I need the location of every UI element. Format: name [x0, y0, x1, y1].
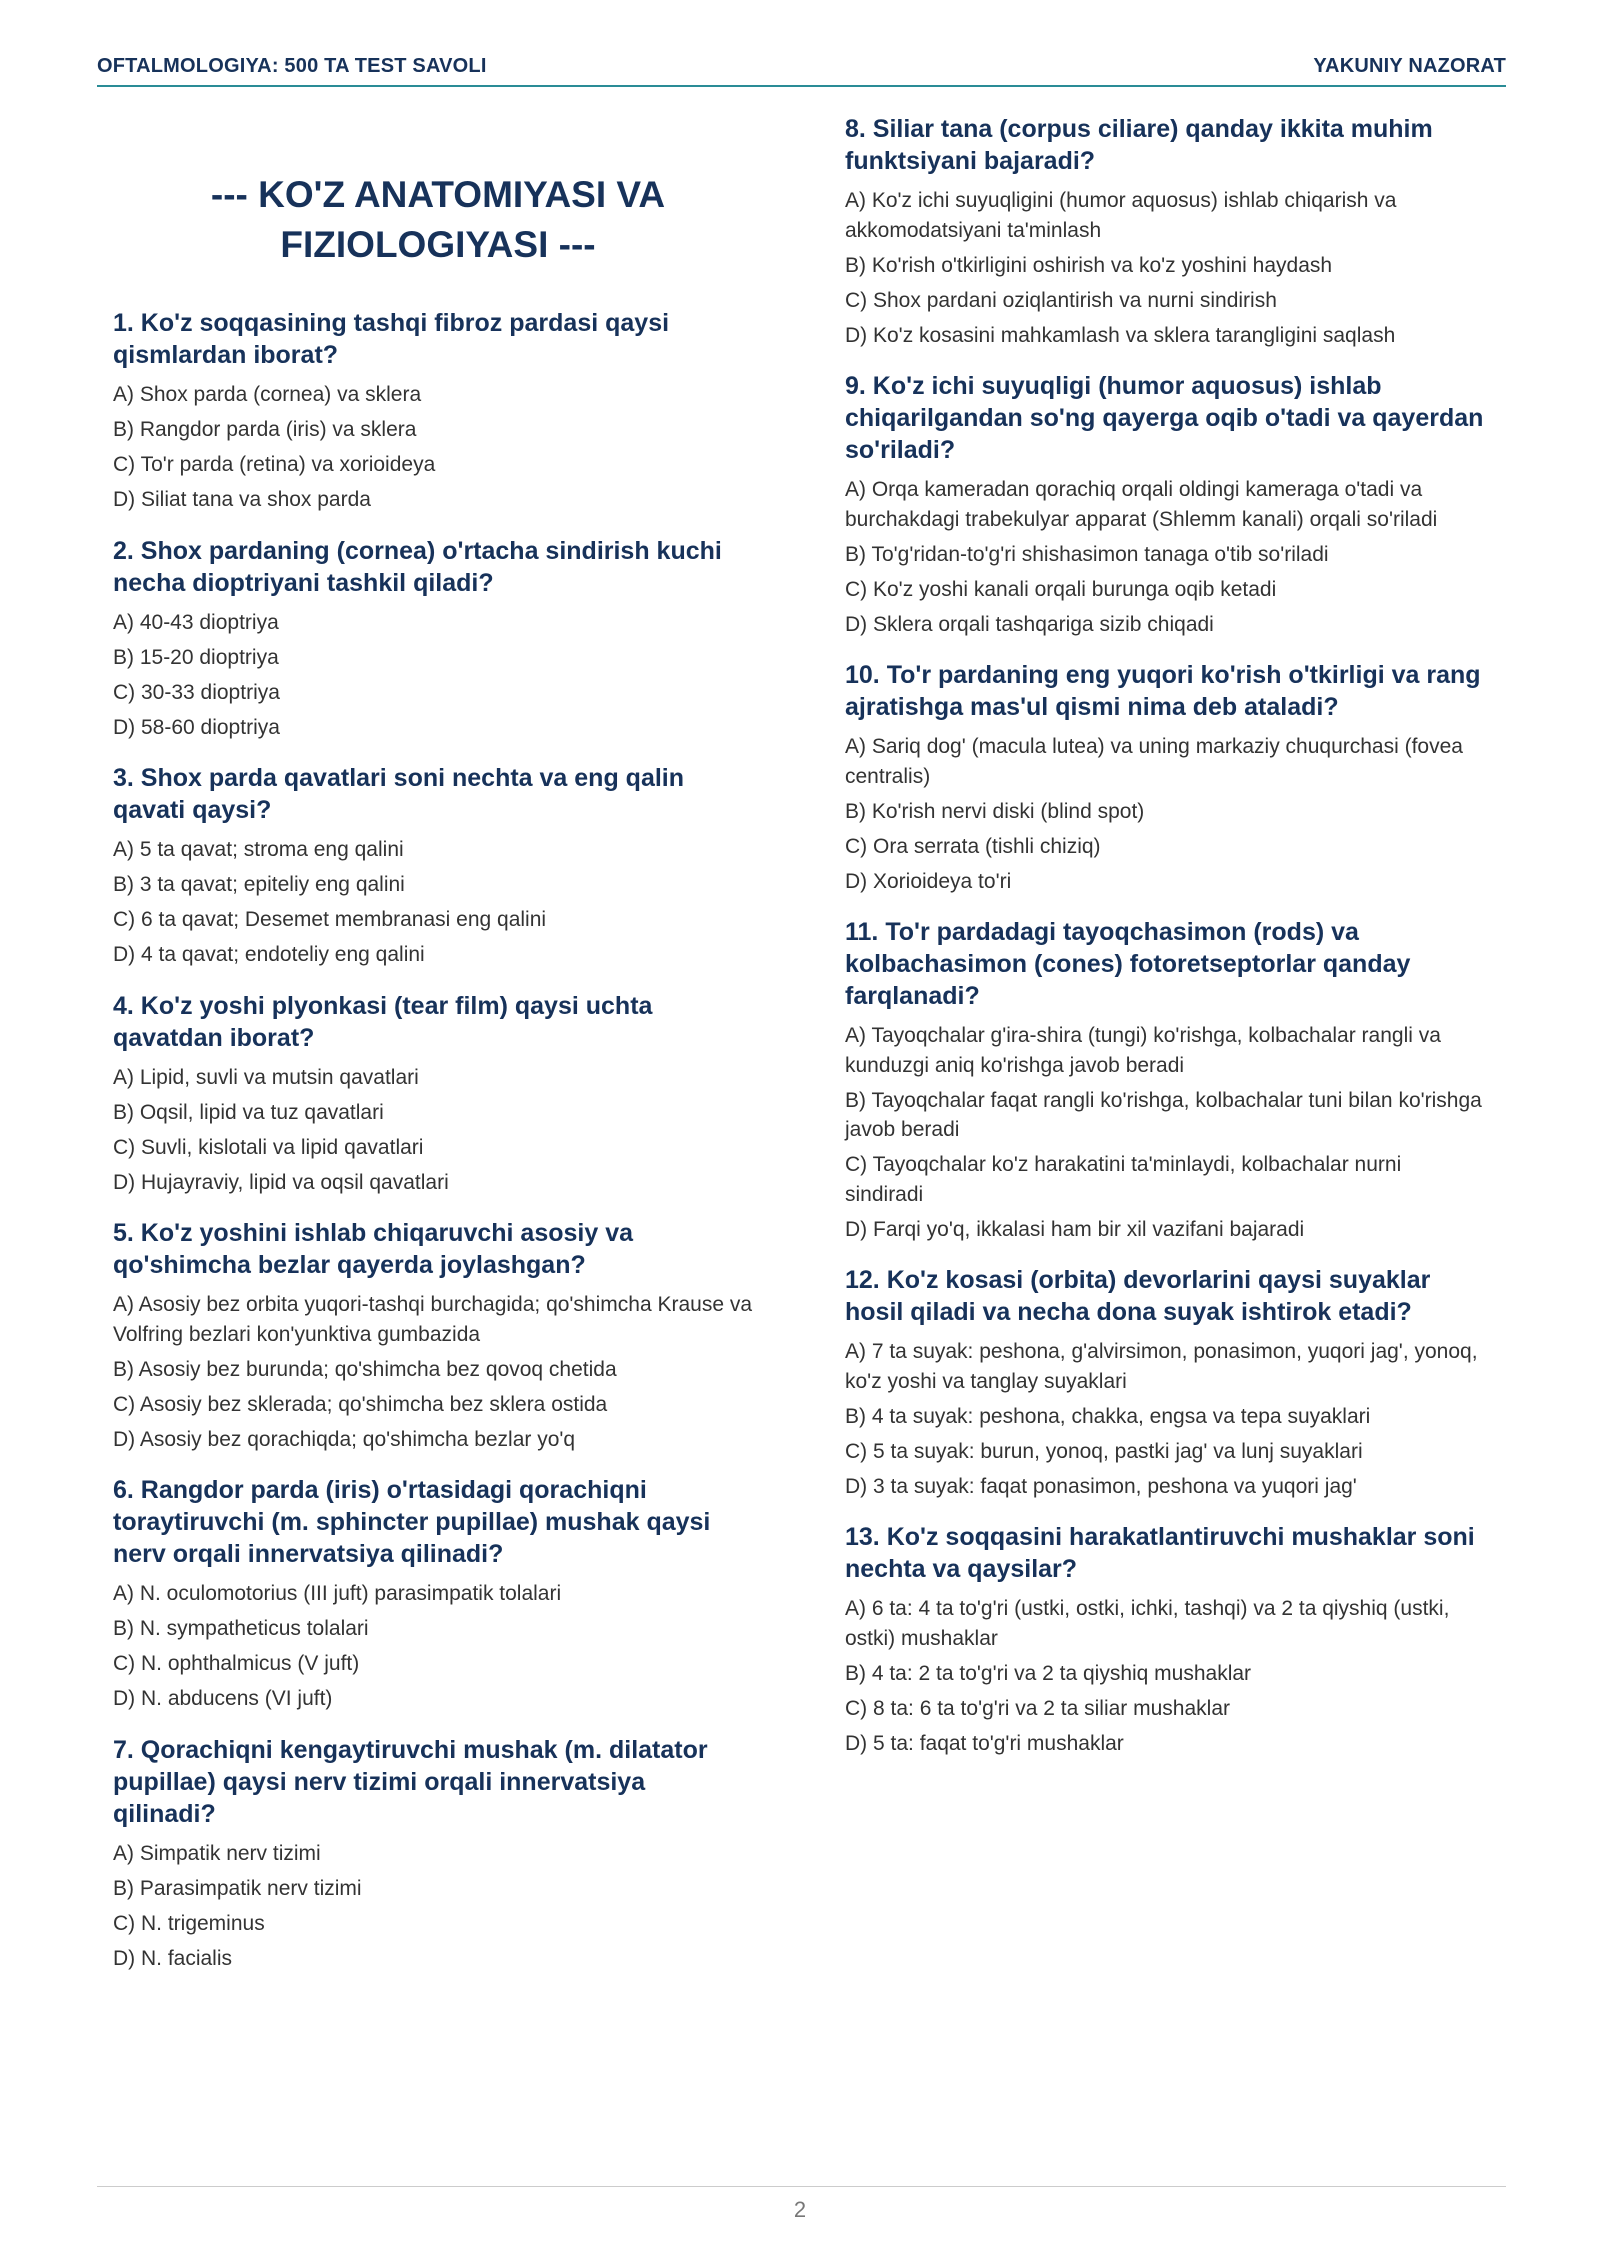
section-title: --- KO'Z ANATOMIYASI VA FIZIOLOGIYASI ---	[210, 174, 666, 265]
question-title: 3. Shox parda qavatlari soni nechta va eng qalin qavati qaysi?	[113, 764, 685, 824]
answer-option: D) 58-60 dioptriya	[113, 715, 280, 739]
answer-option: C) 30-33 dioptriya	[113, 680, 280, 704]
answer-option: A) Ko'z ichi suyuqligini (humor aquosus) ishlab chiqarish va akkomodatsiyani ta'minlash	[845, 189, 1397, 242]
answer-option: D) N. facialis	[113, 1946, 233, 1970]
answer-option: A) 5 ta qavat; stroma eng qalini	[113, 838, 404, 861]
answer-option: B) Oqsil, lipid va tuz qavatlari	[113, 1100, 384, 1124]
answer-option: C) Suvli, kislotali va lipid qavatlari	[113, 1135, 424, 1159]
question-title: 6. Rangdor parda (iris) o'rtasidagi qorachiqni toraytiruvchi (m. sphincter pupillae) mushak qaysi nerv orqali innervatsiya qilinadi?	[113, 1476, 711, 1568]
answer-option: A) Tayoqchalar g'ira-shira (tungi) ko'rishga, kolbachalar rangli va kunduzgi aniq ko'rishga javob beradi	[845, 1024, 1441, 1077]
answer-option: B) Ko'rish nervi diski (blind spot)	[845, 799, 1145, 823]
answer-option: D) N. abducens (VI juft)	[113, 1687, 333, 1710]
question-title: 9. Ko'z ichi suyuqligi (humor aquosus) ishlab chiqarilgandan so'ng qayerga oqib o'tadi va qayerdan so'riladi?	[845, 372, 1484, 464]
answer-option: D) Xorioideya to'ri	[845, 869, 1012, 893]
question-title: 5. Ko'z yoshini ishlab chiqaruvchi asosiy va qo'shimcha bezlar qayerda joylashgan?	[113, 1219, 634, 1279]
question-block	[113, 1474, 753, 1714]
answer-option: D) Siliat tana va shox parda	[113, 488, 371, 511]
answer-option: D) Asosiy bez qorachiqda; qo'shimcha bezlar yo'q	[113, 1427, 576, 1451]
answer-option: A) Asosiy bez orbita yuqori-tashqi burchagida; qo'shimcha Krause va Volfring bezlari kon'yunktiva gumbazida	[113, 1293, 753, 1346]
answer-option: C) 6 ta qavat; Desemet membranasi eng qalini	[113, 908, 547, 931]
answer-option: B) 4 ta suyak: peshona, chakka, engsa va tepa suyaklari	[845, 1404, 1371, 1428]
question-block	[113, 535, 753, 743]
answer-option: B) Asosiy bez burunda; qo'shimcha bez qovoq chetida	[113, 1357, 617, 1381]
header-left-title: OFTALMOLOGIYA: 500 TA TEST SAVOLI	[97, 55, 487, 77]
question-title: 4. Ko'z yoshi plyonkasi (tear film) qaysi uchta qavatdan iborat?	[113, 991, 653, 1052]
question-title: 8. Siliar tana (corpus ciliare) qanday ikkita muhim funktsiyani bajaradi?	[845, 115, 1433, 175]
question-title: 7. Qorachiqni kengaytiruvchi mushak (m. dilatator pupillae) qaysi nerv tizimi orqali innervatsiya qilinadi?	[113, 1735, 708, 1828]
answer-option: A) Sariq dog' (macula lutea) va uning markaziy chuqurchasi (fovea centralis)	[845, 735, 1463, 788]
answer-option: A) 7 ta suyak: peshona, g'alvirsimon, ponasimon, yuqori jag', yonoq, ko'z yoshi va tanglay suyaklari	[845, 1340, 1478, 1393]
answer-option: C) Ora serrata (tishli chiziq)	[845, 834, 1101, 858]
answer-option: B) N. sympatheticus tolalari	[113, 1617, 369, 1640]
answer-option: D) Farqi yo'q, ikkalasi ham bir xil vazifani bajaradi	[845, 1217, 1305, 1241]
answer-option: C) N. trigeminus	[113, 1911, 265, 1935]
answer-option: B) 3 ta qavat; epiteliy eng qalini	[113, 873, 405, 896]
answer-option: C) 8 ta: 6 ta to'g'ri va 2 ta siliar mushaklar	[845, 1696, 1231, 1720]
answer-option: C) Ko'z yoshi kanali orqali burunga oqib ketadi	[845, 577, 1277, 601]
page-number: 2	[793, 2197, 807, 2222]
question-block	[845, 370, 1485, 639]
answer-option: A) 6 ta: 4 ta to'g'ri (ustki, ostki, ichki, tashqi) va 2 ta qiyshiq (ustki, ostki) mushaklar	[845, 1597, 1450, 1650]
question-title: 10. To'r pardaning eng yuqori ko'rish o'tkirligi va rang ajratishga mas'ul qismi nima deb ataladi?	[845, 661, 1481, 721]
left-column	[113, 307, 753, 1993]
answer-option: D) Sklera orqali tashqariga sizib chiqadi	[845, 612, 1214, 636]
question-block	[845, 916, 1485, 1244]
question-title: 2. Shox pardaning (cornea) o'rtacha sindirish kuchi necha dioptriyani tashkil qiladi?	[113, 536, 722, 597]
question-title: 13. Ko'z soqqasini harakatlantiruvchi mushaklar soni nechta va qaysilar?	[845, 1523, 1475, 1583]
answer-option: A) 40-43 dioptriya	[113, 610, 279, 634]
answer-option: A) Orqa kameradan qorachiq orqali oldingi kameraga o'tadi va burchakdagi trabekulyar apparat (Shlemm kanali) orqali so'riladi	[845, 478, 1438, 531]
answer-option: D) Ko'z kosasini mahkamlash va sklera tarangligini saqlash	[845, 323, 1396, 347]
footer-divider	[97, 2186, 1506, 2187]
question-block	[845, 1521, 1485, 1758]
answer-option: B) To'g'ridan-to'g'ri shishasimon tanaga o'tib so'riladi	[845, 542, 1329, 566]
answer-option: A) Shox parda (cornea) va sklera	[113, 383, 422, 406]
answer-option: A) Lipid, suvli va mutsin qavatlari	[113, 1065, 419, 1089]
answer-option: B) 4 ta: 2 ta to'g'ri va 2 ta qiyshiq mushaklar	[845, 1661, 1252, 1685]
answer-option: C) Asosiy bez sklerada; qo'shimcha bez sklera ostida	[113, 1392, 608, 1416]
answer-option: B) 15-20 dioptriya	[113, 645, 279, 669]
answer-option: D) 3 ta suyak: faqat ponasimon, peshona va yuqori jag'	[845, 1474, 1357, 1498]
answer-option: C) Tayoqchalar ko'z harakatini ta'minlaydi, kolbachalar nurni sindiradi	[845, 1153, 1402, 1206]
question-block	[845, 659, 1485, 896]
question-block	[113, 762, 753, 970]
answer-option: A) N. oculomotorius (III juft) parasimpatik tolalari	[113, 1582, 562, 1605]
right-column	[845, 113, 1485, 1778]
question-title: 12. Ko'z kosasi (orbita) devorlarini qaysi suyaklar hosil qiladi va necha dona suyak ishtirok etadi?	[845, 1266, 1431, 1326]
question-block	[113, 1217, 753, 1454]
answer-option: D) 4 ta qavat; endoteliy eng qalini	[113, 943, 425, 966]
question-title: 1. Ko'z soqqasining tashqi fibroz pardasi qaysi qismlardan iborat?	[113, 309, 670, 369]
answer-option: C) To'r parda (retina) va xorioideya	[113, 453, 436, 476]
question-title: 11. To'r pardadagi tayoqchasimon (rods) va kolbachasimon (cones) fotoretseptorlar qanday farqlanadi?	[845, 918, 1411, 1010]
answer-option: D) Hujayraviy, lipid va oqsil qavatlari	[113, 1170, 449, 1194]
answer-option: C) N. ophthalmicus (V juft)	[113, 1652, 360, 1675]
answer-option: B) Parasimpatik nerv tizimi	[113, 1876, 362, 1900]
answer-option: B) Tayoqchalar faqat rangli ko'rishga, kolbachalar tuni bilan ko'rishga javob beradi	[845, 1088, 1482, 1141]
question-block	[845, 113, 1485, 350]
answer-option: B) Rangdor parda (iris) va sklera	[113, 418, 417, 441]
page-header	[97, 55, 1506, 87]
question-block	[113, 307, 753, 515]
question-block	[845, 1264, 1485, 1501]
answer-option: A) Simpatik nerv tizimi	[113, 1841, 321, 1865]
question-block	[113, 1734, 753, 1974]
question-block	[113, 990, 753, 1198]
answer-option: C) Shox pardani oziqlantirish va nurni sindirish	[845, 288, 1277, 312]
answer-option: C) 5 ta suyak: burun, yonoq, pastki jag' va lunj suyaklari	[845, 1439, 1363, 1463]
answer-option: B) Ko'rish o'tkirligini oshirish va ko'z yoshini haydash	[845, 253, 1333, 277]
answer-option: D) 5 ta: faqat to'g'ri mushaklar	[845, 1731, 1124, 1755]
header-right-title: YAKUNIY NAZORAT	[1313, 55, 1506, 77]
